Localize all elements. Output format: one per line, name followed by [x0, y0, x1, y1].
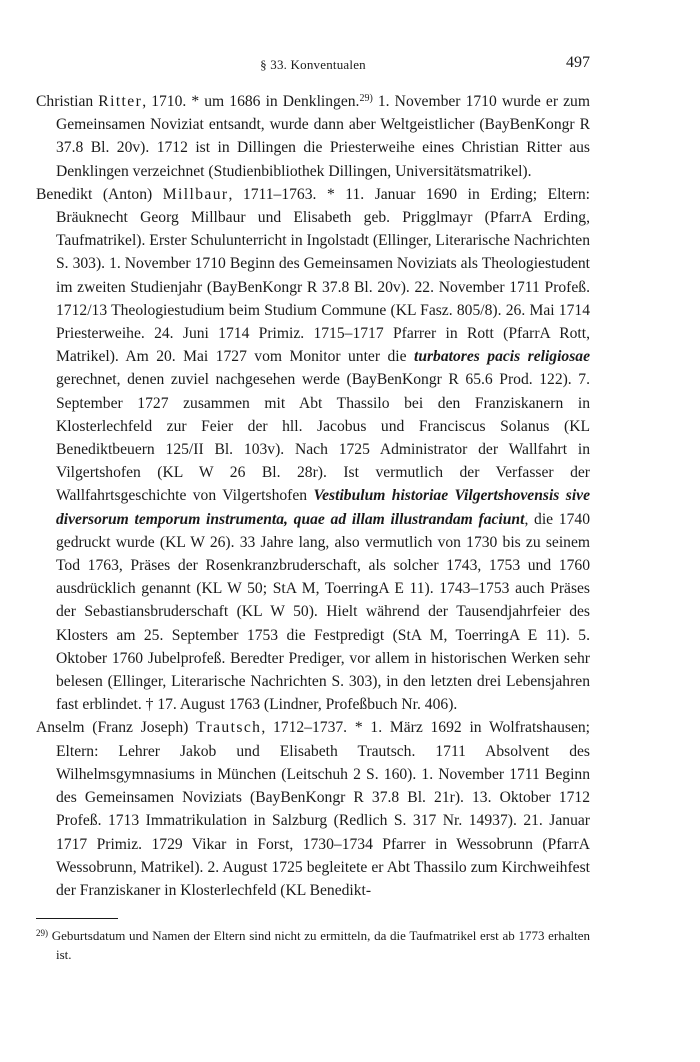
footnote-mark: 29): [36, 928, 48, 938]
footnote-text: Geburtsdatum und Namen der Eltern sind nicht zu ermitteln, da die Taufmatrikel erst ab 1773 erhalten ist.: [48, 928, 590, 962]
entry-text-continued: 1. November 1710 wurde er zum Gemeinsamen Noviziat entsandt, wurde dann aber Weltgeistlicher (BayBenKongr R 37.8 Bl. 20v). 1712 ist in Dillingen die Priesterweihe eines Christian Ritter aus Denklingen verzeichnet (Studienbibliothek Dillingen, Universitätsmatrikel).: [56, 93, 590, 180]
entry-anselm-trautsch: [36, 716, 590, 902]
entry-benedikt-millbaur: [36, 183, 590, 717]
footnote-divider: [36, 918, 118, 919]
latin-phrase: turbatores pacis religiosae: [413, 348, 590, 366]
entry-surname: Ritter: [98, 93, 143, 110]
entry-text-continued: gerechnet, denen zuviel nachgesehen werde (BayBenKongr R 65.6 Prod. 122). 7. September 1727 zusammen mit Abt Thassilo bei den Franziskanern in Klosterlechfeld zur Feier der hll. Jacobus und Franciscus Solanus (KL Benediktbeuern 125/II Bl. 103v). Nach 1725 Administrator der Wallfahrt in Vilgertshofen (KL W 26 Bl. 28r). Ist vermutlich der Verfasser der Wallfahrtsgeschichte von Vilgertshofen: [56, 371, 590, 505]
entry-surname: Millbaur: [162, 185, 229, 203]
entry-christian-ritter: [36, 90, 590, 183]
entry-text-continued: , die 1740 gedruckt wurde (KL W 26). 33 Jahre lang, also vermutlich von 1730 bis zu seinem Tod 1763, Präses der Rosenkranzbruderschaft, als solcher 1743, 1753 und 1760 ausdrücklich genannt (KL W 50; StA M, ToerringA E 11). 1743–1753 auch Präses der Sebastiansbruderschaft (KL W 50). Hielt während der Tausendjahrfeier des Klosters am 25. September 1753 die Festpredigt (StA M, ToerringA E 11). 5. Oktober 1760 Jubelprofeß. Beredter Prediger, vor allem in historischen Werken sehr belesen (Ellinger, Literarische Nachrichten S. 303), in den letzten drei Lebensjahren fast erblindet. † 17. August 1763 (Lindner, Profeßbuch Nr. 406).: [56, 510, 590, 714]
entry-given-name: Anselm (Franz Joseph): [36, 719, 189, 737]
entry-given-name: Benedikt (Anton): [36, 185, 153, 203]
entry-text: , 1710. * um 1686 in Denklingen.: [142, 93, 360, 110]
footnote-ref[interactable]: 29): [359, 93, 373, 104]
entry-text: , 1712–1737. * 1. März 1692 in Wolfratshausen; Eltern: Lehrer Jakob und Elisabeth Trautsch. 1711 Absolvent des Wilhelmsgymnasiums in München (Leitschuh 2 S. 160). 1. November 1711 Beginn des Gemeinsamen Noviziats (BayBenKongr R 37.8 Bl. 21r). 13. Oktober 1712 Profeß. 1713 Immatrikulation in Salzburg (Redlich S. 317 Nr. 14937). 21. Januar 1717 Primiz. 1729 Vikar in Forst, 1730–1734 Pfarrer in Wessobrunn (PfarrA Wessobrunn, Matrikel). 2. August 1725 begleitete er Abt Thassilo zum Kirchweihfest der Franziskaner in Klosterlechfeld (KL Benedikt-: [56, 719, 590, 899]
page-number: 497: [566, 54, 590, 71]
entry-text: , 1711–1763. * 11. Januar 1690 in Erding; Eltern: Bräuknecht Georg Millbaur und Elisabeth geb. Prigglmayr (PfarrA Erding, Taufmatrikel). Erster Schulunterricht in Ingolstadt (Ellinger, Literarische Nachrichten S. 303). 1. November 1710 Beginn des Gemeinsamen Noviziats als Theologiestudent im zweiten Studienjahr (BayBenKongr R 37.8 Bl. 20v). 22. November 1711 Profeß. 1712/13 Theologiestudium beim Studium Commune (KL Fasz. 805/8). 26. Mai 1714 Priesterweihe. 24. Juni 1714 Primiz. 1715–1717 Pfarrer in Rott (PfarrA Rott, Matrikel). Am 20. Mai 1727 vom Monitor unter die: [56, 185, 590, 366]
entry-given-name: Christian: [36, 93, 94, 110]
book-title: Vestibulum historiae Vilgertshovensis sive diversorum temporum instrumenta, quae ad illam illustrandam faciunt: [56, 487, 590, 528]
entry-surname: Trautsch: [196, 719, 262, 737]
footnote: [36, 927, 590, 964]
body-text: [36, 90, 590, 902]
page-header: [36, 54, 590, 74]
running-head: § 33. Konventualen: [260, 57, 366, 72]
